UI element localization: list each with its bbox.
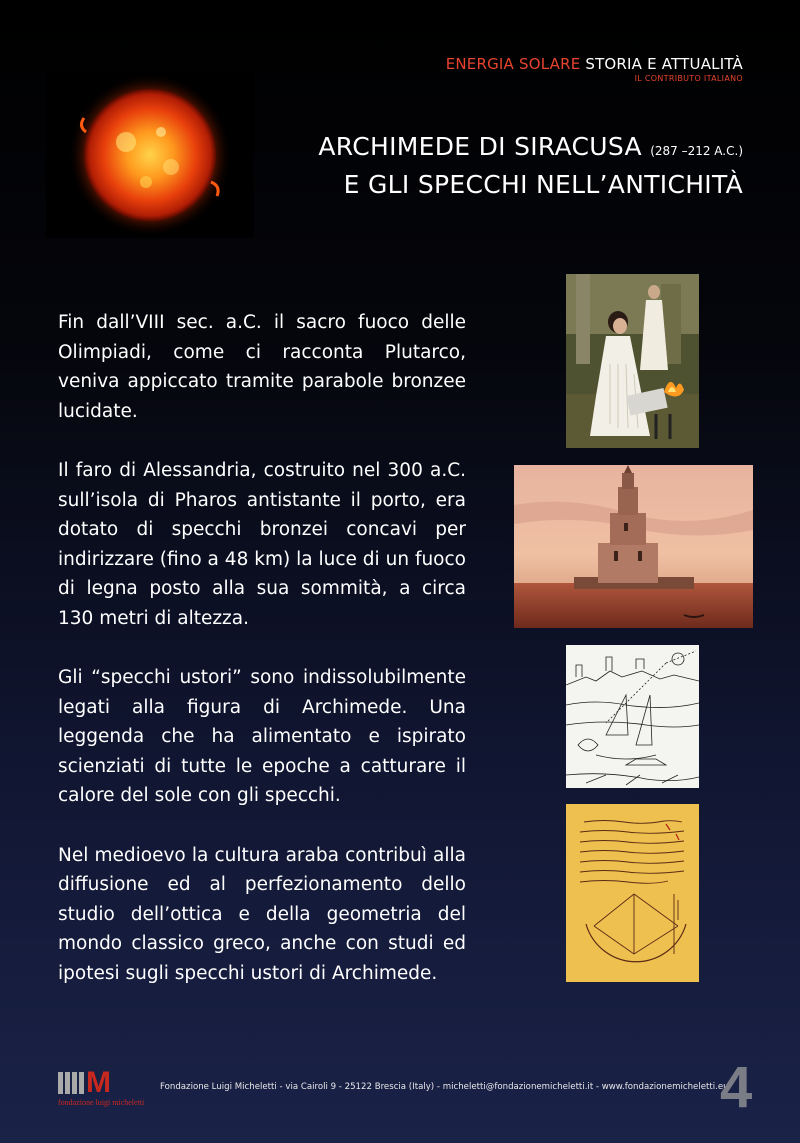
olympic-flame-photo: [566, 274, 699, 448]
logo-caption: fondazione luigi micheletti: [58, 1098, 145, 1107]
logo-bars: [58, 1072, 84, 1094]
series-accent: ENERGIA SOLARE: [445, 55, 581, 73]
body-text: [58, 308, 466, 1018]
series-header: [446, 55, 743, 83]
paragraph-lighthouse: Il faro di Alessandria, costruito nel 300 a.C. sull’isola di Pharos antistante il porto, era dotato di specchi bronzei concavi per indirizzare (fino a 48 km) la luce di un fuoco di legna posto alla sua sommità, a circa 130 metri di altezza.: [58, 460, 466, 629]
arabic-manuscript-image: [566, 804, 699, 982]
page-number: 4: [720, 1055, 753, 1120]
logo-mark: M: [86, 1066, 111, 1099]
title-dates: (287 –212 A.C.): [650, 144, 743, 158]
page-title: [318, 130, 743, 202]
paragraph-olympics: Fin dall’VIII sec. a.C. il sacro fuoco delle Olimpiadi, come ci racconta Plutarco, veniva appiccato tramite parabole bronzee lucidate.: [58, 312, 466, 422]
footer-address: Fondazione Luigi Micheletti - via Cairoli 9 - 25122 Brescia (Italy) - micheletti@fondazionemicheletti.it - www.fondazionemicheletti.eu: [160, 1082, 729, 1092]
title-line-1: ARCHIMEDE DI SIRACUSA: [318, 132, 642, 161]
paragraph-arab-culture: Nel medioevo la cultura araba contribuì alla diffusione ed al perfezionamento dello studio dell’ottica e della geometria del mondo classico greco, anche con studi ed ipotesi sugli specchi ustori di Archimede.: [58, 844, 466, 984]
series-subtitle: IL CONTRIBUTO ITALIANO: [634, 74, 743, 83]
burning-mirrors-engraving: [566, 645, 699, 788]
paragraph-burning-mirrors: Gli “specchi ustori” sono indissolubilmente legati alla figura di Archimede. Una leggenda che ha alimentato e ispirato scienziati di tutte le epoche a catturare il calore del sole con gli specchi.: [58, 667, 466, 806]
sun-image: [46, 72, 254, 238]
foundation-logo: [58, 1066, 148, 1110]
title-line-2: E GLI SPECCHI NELL’ANTICHITÀ: [343, 170, 743, 199]
series-title: STORIA E ATTUALITÀ: [585, 55, 743, 73]
lighthouse-painting: [514, 465, 753, 628]
